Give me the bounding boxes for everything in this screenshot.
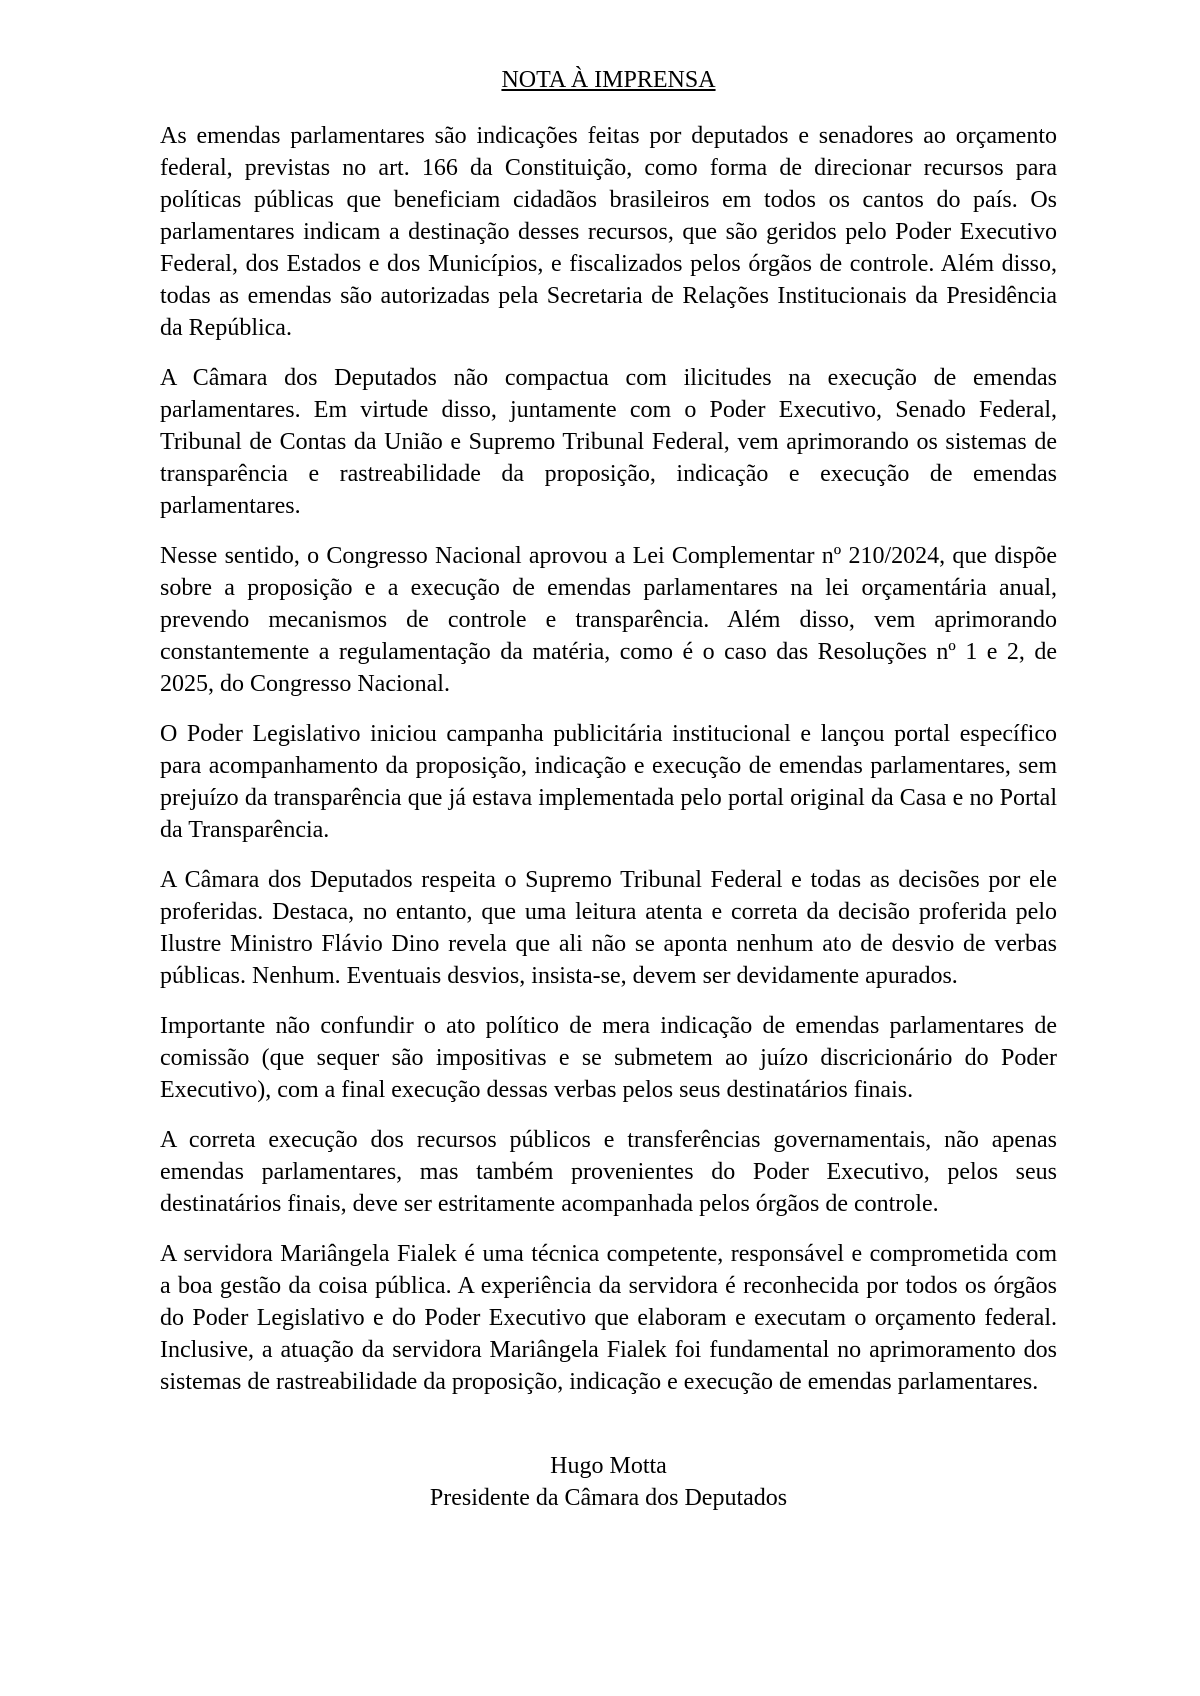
paragraph-stf-decisao: A Câmara dos Deputados respeita o Supremo Tribunal Federal e todas as decisões por ele proferidas. Destaca, no entanto, que uma leitura atenta e correta da decisão proferida pelo Ilustre Ministro Flávio Dino revela que ali não se aponta nenhum ato de desvio de verbas públicas. Nenhum. Eventuais desvios, insista-se, devem ser devidamente apurados. [160,867,1057,989]
document-title: NOTA À IMPRENSA [501,67,716,93]
signature-block [160,1450,1057,1514]
paragraph-indicacao-vs-execucao: Importante não confundir o ato político de mera indicação de emendas parlamentares de comissão (que sequer são impositivas e se submetem ao juízo discricionário do Poder Executivo), com a final execução dessas verbas pelos seus destinatários finais. [160,1013,1057,1103]
signature-role: Presidente da Câmara dos Deputados [429,1485,788,1511]
paragraph-execucao-recursos: A correta execução dos recursos públicos e transferências governamentais, não apenas emendas parlamentares, mas também provenientes do Poder Executivo, pelos seus destinatários finais, deve ser estritamente acompanhada pelos órgãos de controle. [160,1127,1057,1217]
paragraph-portal-transparencia: O Poder Legislativo iniciou campanha publicitária institucional e lançou portal específico para acompanhamento da proposição, indicação e execução de emendas parlamentares, sem prejuízo da transparência que já estava implementada pelo portal original da Casa e no Portal da Transparência. [160,721,1057,843]
paragraph-camara-ilicitudes: A Câmara dos Deputados não compactua com ilicitudes na execução de emendas parlamentares. Em virtude disso, juntamente com o Poder Executivo, Senado Federal, Tribunal de Contas da União e Supremo Tribunal Federal, vem aprimorando os sistemas de transparência e rastreabilidade da proposição, indicação e execução de emendas parlamentares. [160,365,1057,519]
paragraph-lei-complementar: Nesse sentido, o Congresso Nacional aprovou a Lei Complementar nº 210/2024, que dispõe sobre a proposição e a execução de emendas parlamentares na lei orçamentária anual, prevendo mecanismos de controle e transparência. Além disso, vem aprimorando constantemente a regulamentação da matéria, como é o caso das Resoluções nº 1 e 2, de 2025, do Congresso Nacional. [160,543,1057,697]
signature-name: Hugo Motta [550,1453,667,1479]
paragraph-emendas-definicao: As emendas parlamentares são indicações feitas por deputados e senadores ao orçamento federal, previstas no art. 166 da Constituição, como forma de direcionar recursos para políticas públicas que beneficiam cidadãos brasileiros em todos os cantos do país. Os parlamentares indicam a destinação desses recursos, que são geridos pelo Poder Executivo Federal, dos Estados e dos Municípios, e fiscalizados pelos órgãos de controle. Além disso, todas as emendas são autorizadas pela Secretaria de Relações Institucionais da Presidência da República. [160,123,1057,341]
paragraph-servidora-mariangela: A servidora Mariângela Fialek é uma técnica competente, responsável e comprometida com a boa gestão da coisa pública. A experiência da servidora é reconhecida por todos os órgãos do Poder Legislativo e do Poder Executivo que elaboram e executam o orçamento federal. Inclusive, a atuação da servidora Mariângela Fialek foi fundamental no aprimoramento dos sistemas de rastreabilidade da proposição, indicação e execução de emendas parlamentares. [160,1241,1057,1395]
